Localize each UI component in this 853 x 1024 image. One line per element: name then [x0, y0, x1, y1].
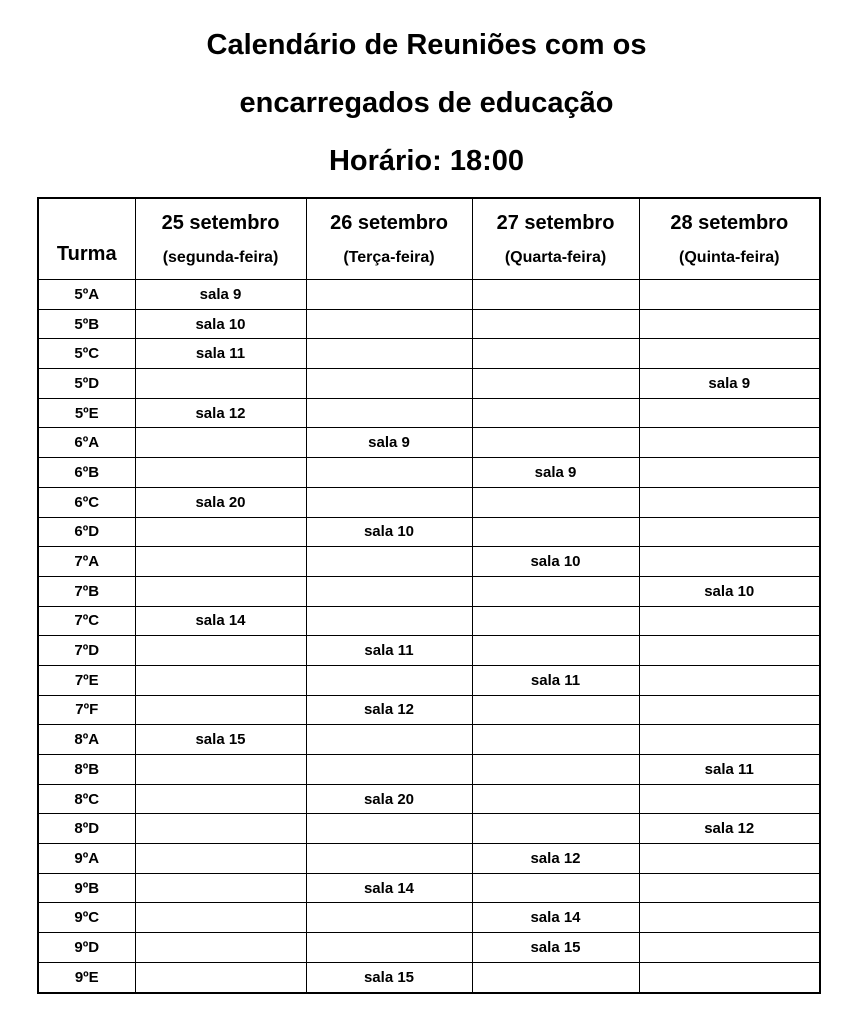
- table-row: [38, 962, 820, 992]
- turma-cell: 9ºD: [38, 933, 135, 963]
- room-cell: [135, 814, 306, 844]
- room-cell: [306, 844, 472, 874]
- table-row: [38, 873, 820, 903]
- room-cell: [135, 428, 306, 458]
- room-cell: [639, 844, 820, 874]
- header-turma-label: Turma: [56, 243, 117, 265]
- room-cell: [472, 280, 639, 310]
- room-cell: [306, 933, 472, 963]
- room-cell: [472, 784, 639, 814]
- turma-cell: 8ºB: [38, 755, 135, 785]
- table-row: [38, 339, 820, 369]
- room-cell: [135, 873, 306, 903]
- turma-cell: 8ºD: [38, 814, 135, 844]
- turma-cell: 6ºD: [38, 517, 135, 547]
- title-line-2: encarregados de educação: [239, 87, 614, 119]
- room-cell: [306, 576, 472, 606]
- header-day-date: 28 setembro: [670, 211, 789, 234]
- room-cell: [135, 369, 306, 399]
- room-cell: [135, 547, 306, 577]
- room-cell: [639, 487, 820, 517]
- turma-cell: 5ºC: [38, 339, 135, 369]
- room-cell: [306, 725, 472, 755]
- table-row: [38, 844, 820, 874]
- room-cell: sala 12: [639, 814, 820, 844]
- room-cell: [639, 517, 820, 547]
- turma-cell: 7ºE: [38, 665, 135, 695]
- table-row: [38, 369, 820, 399]
- room-cell: sala 10: [639, 576, 820, 606]
- room-cell: [306, 814, 472, 844]
- room-cell: [639, 903, 820, 933]
- room-cell: sala 12: [472, 844, 639, 874]
- room-cell: [135, 903, 306, 933]
- room-cell: sala 11: [472, 665, 639, 695]
- room-cell: sala 9: [639, 369, 820, 399]
- table-row: [38, 458, 820, 488]
- room-cell: [639, 962, 820, 992]
- room-cell: [135, 962, 306, 992]
- room-cell: sala 9: [306, 428, 472, 458]
- table-row: [38, 428, 820, 458]
- room-cell: [306, 458, 472, 488]
- room-cell: [306, 665, 472, 695]
- room-cell: [639, 606, 820, 636]
- room-cell: [472, 369, 639, 399]
- room-cell: [639, 339, 820, 369]
- room-cell: [135, 517, 306, 547]
- header-day-date: 25 setembro: [161, 211, 280, 234]
- room-cell: [135, 636, 306, 666]
- room-cell: [135, 844, 306, 874]
- room-cell: [639, 665, 820, 695]
- table-row: [38, 606, 820, 636]
- room-cell: sala 11: [639, 755, 820, 785]
- room-cell: sala 14: [135, 606, 306, 636]
- turma-cell: 6ºA: [38, 428, 135, 458]
- room-cell: sala 10: [472, 547, 639, 577]
- room-cell: [639, 547, 820, 577]
- header-day-weekday: (segunda-feira): [162, 248, 279, 266]
- table-row: [38, 636, 820, 666]
- room-cell: [472, 576, 639, 606]
- room-cell: [639, 428, 820, 458]
- room-cell: sala 11: [306, 636, 472, 666]
- turma-cell: 5ºE: [38, 398, 135, 428]
- room-cell: [306, 369, 472, 399]
- room-cell: sala 11: [135, 339, 306, 369]
- header-day-date: 26 setembro: [330, 211, 448, 234]
- title-line-1: Calendário de Reuniões com os: [206, 29, 647, 61]
- room-cell: sala 20: [306, 784, 472, 814]
- room-cell: [639, 873, 820, 903]
- header-day-weekday: (Quinta-feira): [679, 248, 780, 266]
- room-cell: sala 14: [306, 873, 472, 903]
- turma-cell: 5ºB: [38, 309, 135, 339]
- turma-cell: 7ºB: [38, 576, 135, 606]
- header-day-1: [135, 198, 306, 280]
- room-cell: [306, 309, 472, 339]
- header-day-3: [472, 198, 639, 280]
- room-cell: [306, 547, 472, 577]
- table-row: [38, 755, 820, 785]
- room-cell: [135, 458, 306, 488]
- turma-cell: 7ºA: [38, 547, 135, 577]
- room-cell: sala 9: [472, 458, 639, 488]
- table-row: [38, 280, 820, 310]
- room-cell: [472, 814, 639, 844]
- room-cell: [472, 339, 639, 369]
- turma-cell: 7ºD: [38, 636, 135, 666]
- room-cell: [639, 933, 820, 963]
- header-day-date: 27 setembro: [496, 211, 615, 234]
- room-cell: [639, 784, 820, 814]
- turma-cell: 8ºC: [38, 784, 135, 814]
- table-row: [38, 695, 820, 725]
- room-cell: [472, 517, 639, 547]
- table-row: [38, 814, 820, 844]
- room-cell: sala 12: [135, 398, 306, 428]
- room-cell: [639, 695, 820, 725]
- room-cell: sala 15: [135, 725, 306, 755]
- room-cell: [135, 695, 306, 725]
- room-cell: [472, 487, 639, 517]
- turma-cell: 5ºA: [38, 280, 135, 310]
- room-cell: [472, 309, 639, 339]
- room-cell: [472, 695, 639, 725]
- room-cell: [472, 755, 639, 785]
- table-row: [38, 665, 820, 695]
- room-cell: sala 15: [472, 933, 639, 963]
- room-cell: [639, 280, 820, 310]
- room-cell: [306, 903, 472, 933]
- table-row: [38, 784, 820, 814]
- room-cell: [306, 606, 472, 636]
- room-cell: [135, 576, 306, 606]
- room-cell: [306, 398, 472, 428]
- room-cell: sala 10: [135, 309, 306, 339]
- header-day-4: [639, 198, 820, 280]
- room-cell: [639, 458, 820, 488]
- room-cell: [639, 636, 820, 666]
- room-cell: sala 10: [306, 517, 472, 547]
- room-cell: [135, 784, 306, 814]
- room-cell: [472, 725, 639, 755]
- room-cell: sala 9: [135, 280, 306, 310]
- turma-cell: 9ºB: [38, 873, 135, 903]
- turma-cell: 7ºC: [38, 606, 135, 636]
- header-turma: [38, 198, 135, 280]
- room-cell: [135, 933, 306, 963]
- header-day-weekday: (Terça-feira): [343, 248, 435, 266]
- room-cell: [306, 339, 472, 369]
- room-cell: [472, 636, 639, 666]
- turma-cell: 6ºC: [38, 487, 135, 517]
- room-cell: [306, 280, 472, 310]
- table-row: [38, 903, 820, 933]
- header-day-2: [306, 198, 472, 280]
- header-day-weekday: (Quarta-feira): [504, 248, 607, 266]
- room-cell: [639, 725, 820, 755]
- turma-cell: 9ºA: [38, 844, 135, 874]
- table-row: [38, 517, 820, 547]
- turma-cell: 8ºA: [38, 725, 135, 755]
- room-cell: [306, 755, 472, 785]
- room-cell: [472, 873, 639, 903]
- room-cell: sala 20: [135, 487, 306, 517]
- table-row: [38, 725, 820, 755]
- room-cell: [135, 755, 306, 785]
- table-header-row: [38, 198, 820, 280]
- table-body: [38, 280, 820, 993]
- table-row: [38, 487, 820, 517]
- room-cell: [306, 487, 472, 517]
- room-cell: [472, 962, 639, 992]
- table-row: [38, 933, 820, 963]
- room-cell: [472, 428, 639, 458]
- room-cell: [639, 398, 820, 428]
- room-cell: [639, 309, 820, 339]
- turma-cell: 5ºD: [38, 369, 135, 399]
- room-cell: [472, 398, 639, 428]
- turma-cell: 7ºF: [38, 695, 135, 725]
- room-cell: sala 12: [306, 695, 472, 725]
- room-cell: sala 15: [306, 962, 472, 992]
- turma-cell: 6ºB: [38, 458, 135, 488]
- table-row: [38, 576, 820, 606]
- meeting-schedule-table: [37, 197, 821, 994]
- turma-cell: 9ºE: [38, 962, 135, 992]
- room-cell: sala 14: [472, 903, 639, 933]
- table-row: [38, 309, 820, 339]
- schedule-time: Horário: 18:00: [328, 145, 524, 177]
- room-cell: [135, 665, 306, 695]
- turma-cell: 9ºC: [38, 903, 135, 933]
- room-cell: [472, 606, 639, 636]
- table-row: [38, 547, 820, 577]
- table-row: [38, 398, 820, 428]
